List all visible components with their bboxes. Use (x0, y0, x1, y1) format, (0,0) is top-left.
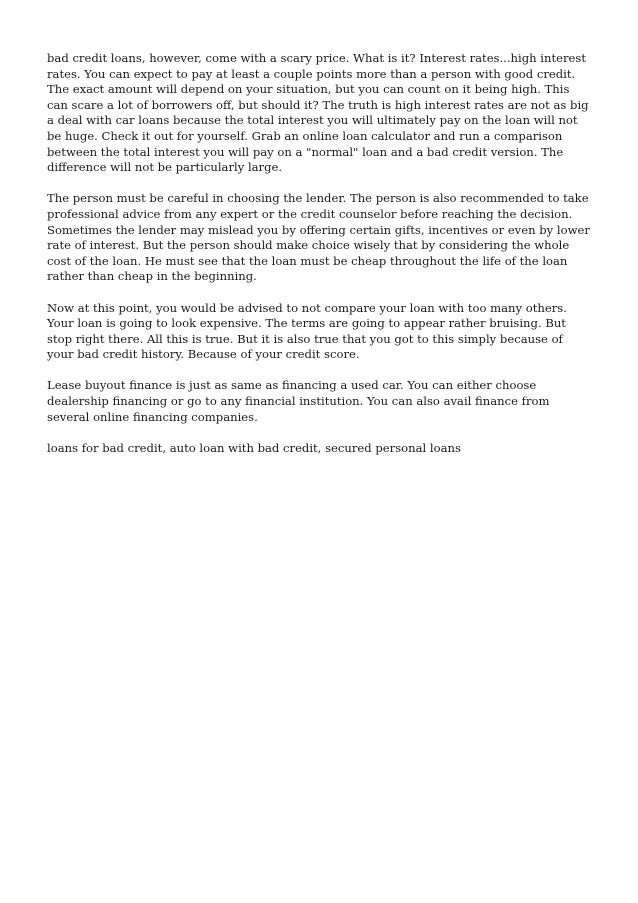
document-page (47, 51, 593, 456)
paragraph-interest-rates: bad credit loans, however, come with a scary price. What is it? Interest rates...high interest rates. You can expect to pay at least a couple points more than a person with good credit. The exact amount will depend on your situation, but you can count on it being high. This can scare a lot of borrowers off, but should it? The truth is high interest rates are not as big a deal with car loans because the total interest you will ultimately pay on the loan will not be huge. Check it out for yourself. Grab an online loan calculator and run a comparison between the total interest you will pay on a "normal" loan and a bad credit version. The difference will not be particularly large. (47, 51, 589, 175)
keyword-tags-line: loans for bad credit, auto loan with bad credit, secured personal loans (47, 440, 461, 455)
paragraph-lease-buyout: Lease buyout finance is just as same as financing a used car. You can either choose dealership financing or go to any financial institution. You can also avail finance from several online financing companies. (47, 378, 550, 424)
paragraph-compare-loans: Now at this point, you would be advised to not compare your loan with too many others. Your loan is going to look expensive. The terms are going to appear rather bruising. But stop right there. All this is true. But it is also true that you got to this simply because of your bad credit history. Because of your credit score. (47, 300, 567, 362)
paragraph-choosing-lender: The person must be careful in choosing the lender. The person is also recommended to take professional advice from any expert or the credit counselor before reaching the decision. Sometimes the lender may mislead you by offering certain gifts, incentives or even by lower rate of interest. But the person should make choice wisely that by considering the whole cost of the loan. He must see that the loan must be cheap throughout the life of the loan rather than cheap in the beginning. (47, 191, 590, 284)
